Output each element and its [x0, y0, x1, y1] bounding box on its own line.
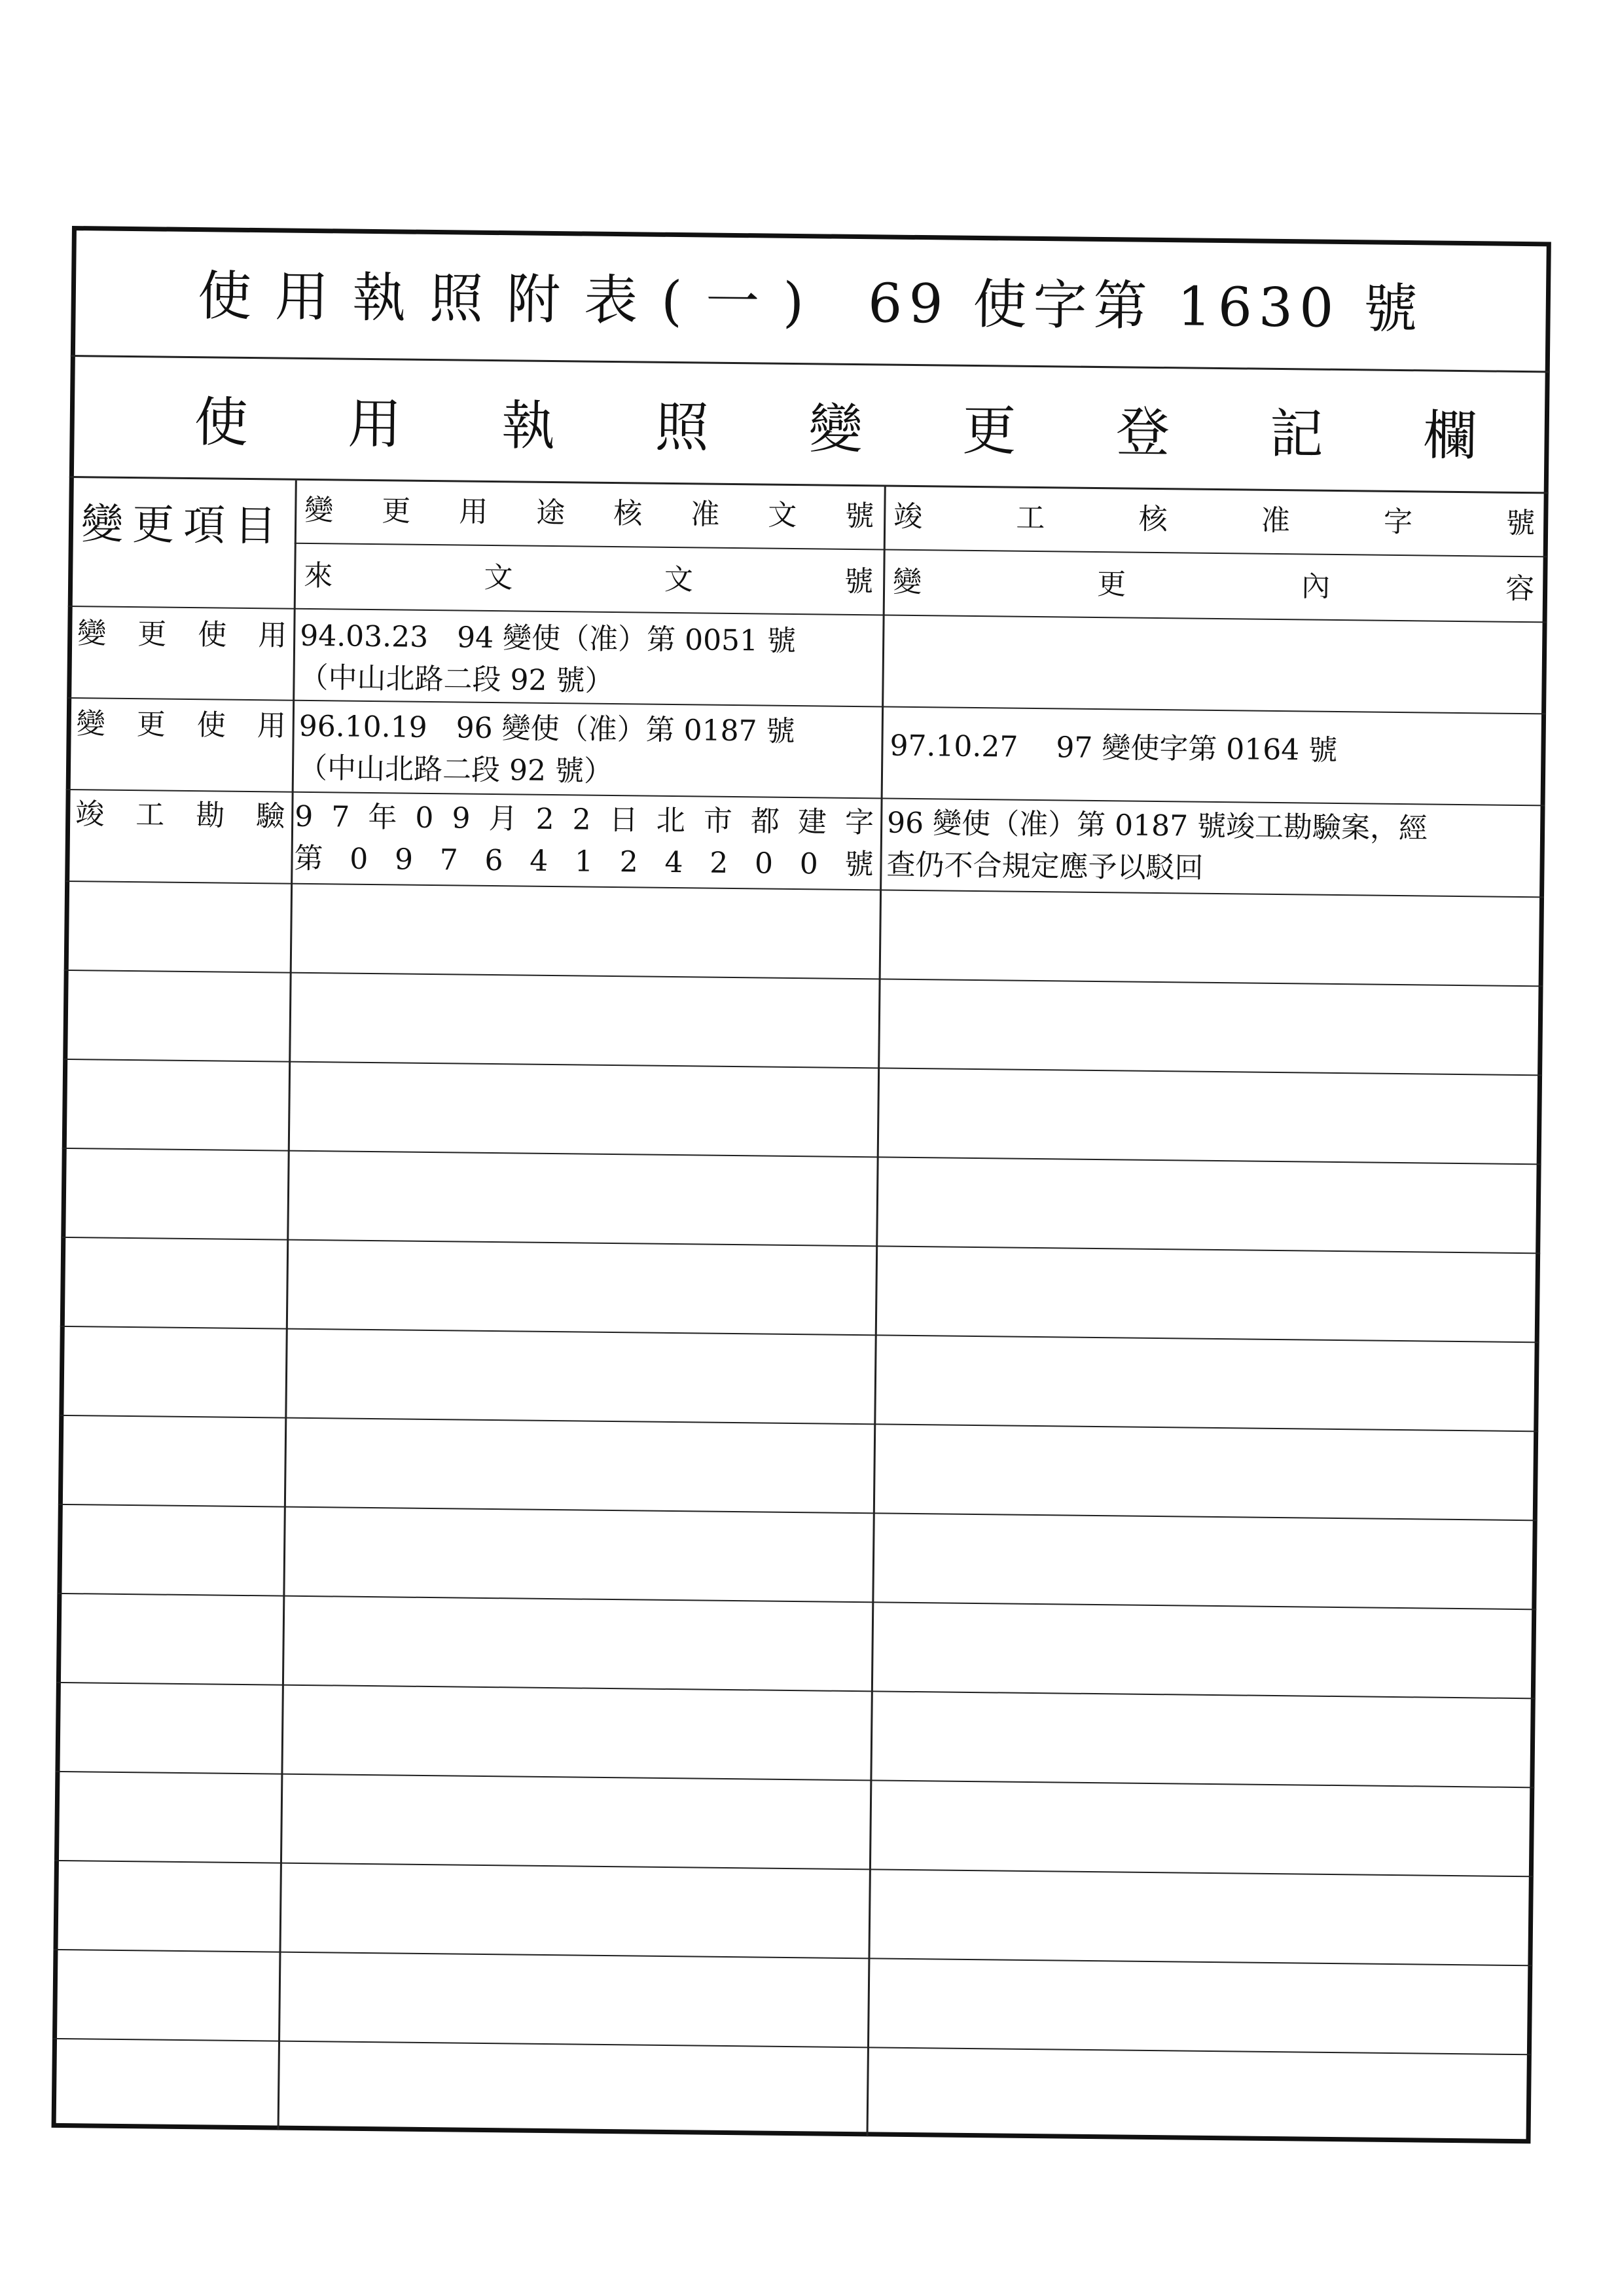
row-3-doc-line1: 9 7 年 0 9 月 2 2 日 北 市 都 建 字: [294, 799, 874, 840]
title-prefix: 使用執照附表(一): [197, 265, 828, 335]
section-title-char: 使: [194, 391, 249, 454]
header-change-content: 變 更 內 容: [892, 565, 1535, 606]
row-3-item: 竣 工 勘 驗: [75, 797, 285, 833]
row-2-content: 97.10.27 97 變使字第 0164 號: [890, 729, 1338, 767]
header-change-item: 變更項目: [81, 500, 286, 551]
row-1-doc-line2: （中山北路二段 92 號）: [299, 661, 614, 698]
row-1-doc-line1: 94.03.23 94 變使（准）第 0051 號: [299, 619, 797, 659]
permit-annex-table: [52, 226, 1551, 2143]
section-title-char: 照: [655, 396, 710, 460]
section-title-char: 執: [501, 394, 556, 458]
section-title: [69, 357, 1550, 494]
row-2-item: 變 更 使 用: [76, 707, 287, 743]
section-title-char: 欄: [1423, 404, 1478, 467]
row-3-content-line2: 查仍不合規定應予以駁回: [886, 848, 1204, 885]
section-title-char: 更: [962, 399, 1016, 463]
section-title-char: 記: [1269, 403, 1324, 466]
header-completion-approval-no: 竣 工 核 准 字 號: [893, 500, 1536, 541]
document-title: [71, 226, 1551, 373]
row-1-item: 變 更 使 用: [77, 617, 287, 653]
title-number: 69 使字第 1630 號: [867, 272, 1424, 341]
section-title-char: 登: [1115, 401, 1170, 464]
header-incoming-doc-no: 來 文 文 號: [303, 558, 874, 599]
row-2-doc-line2: （中山北路二段 92 號）: [298, 751, 613, 788]
section-title-char: 變: [808, 397, 863, 461]
section-title-char: 用: [347, 393, 403, 456]
row-2-doc-line1: 96.10.19 96 變使（准）第 0187 號: [298, 709, 795, 748]
header-approval-doc-no: 變 更 用 途 核 准 文 號: [304, 493, 874, 534]
row-3-doc-line2: 第 0 9 7 6 4 1 2 4 2 0 0 號: [294, 841, 874, 882]
row-3-content-line1: 96 變使（准）第 0187 號竣工勘驗案，經: [886, 806, 1428, 846]
